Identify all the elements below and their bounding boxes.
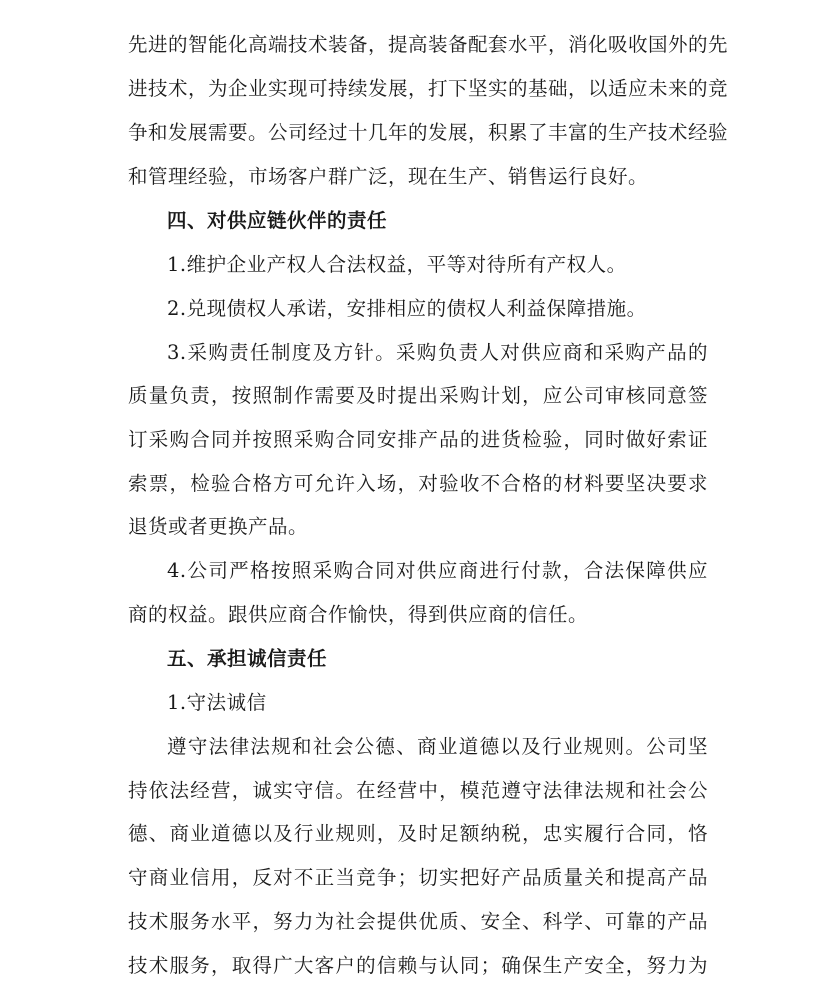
subsection-heading: 1.守法诚信 (167, 691, 267, 714)
paragraph-line: 技术服务水平，努力为社会提供优质、安全、科学、可靠的产品 (128, 910, 708, 933)
paragraph-line: 订采购合同并按照采购合同安排产品的进货检验，同时做好索证 (128, 428, 708, 451)
paragraph-line: 进技术，为企业实现可持续发展，打下坚实的基础，以适应未来的竞 (128, 77, 729, 100)
paragraph-line: 技术服务，取得广大客户的信赖与认同；确保生产安全，努力为 (128, 954, 708, 977)
paragraph-line: 德、商业道德以及行业规则，及时足额纳税，忠实履行合同，恪 (128, 822, 708, 845)
paragraph-line: 索票，检验合格方可允许入场，对验收不合格的材料要坚决要求 (128, 472, 708, 495)
paragraph-line: 质量负责，按照制作需要及时提出采购计划，应公司审核同意签 (128, 384, 708, 407)
paragraph-line: 商的权益。跟供应商合作愉快，得到供应商的信任。 (128, 603, 589, 626)
section-heading: 五、承担诚信责任 (167, 647, 328, 670)
paragraph-line: 先进的智能化高端技术装备，提高装备配套水平，消化吸收国外的先 (128, 33, 729, 56)
list-item: 4.公司严格按照采购合同对供应商进行付款，合法保障供应 (167, 559, 708, 582)
list-item: 3.采购责任制度及方针。采购负责人对供应商和采购产品的 (167, 341, 708, 364)
paragraph-line: 争和发展需要。公司经过十几年的发展，积累了丰富的生产技术经验 (128, 121, 729, 144)
paragraph-line: 持依法经营，诚实守信。在经营中，模范遵守法律法规和社会公 (128, 779, 708, 802)
section-heading: 四、对供应链伙伴的责任 (167, 209, 388, 232)
list-item: 2.兑现债权人承诺，安排相应的债权人利益保障措施。 (167, 297, 647, 320)
list-item: 1.维护企业产权人合法权益，平等对待所有产权人。 (167, 253, 627, 276)
paragraph-line: 和管理经验，市场客户群广泛，现在生产、销售运行良好。 (128, 165, 649, 188)
paragraph-line: 守商业信用，反对不正当竞争；切实把好产品质量关和提高产品 (128, 866, 708, 889)
paragraph-line: 遵守法律法规和社会公德、商业道德以及行业规则。公司坚 (167, 735, 708, 758)
paragraph-line: 退货或者更换产品。 (128, 515, 309, 538)
